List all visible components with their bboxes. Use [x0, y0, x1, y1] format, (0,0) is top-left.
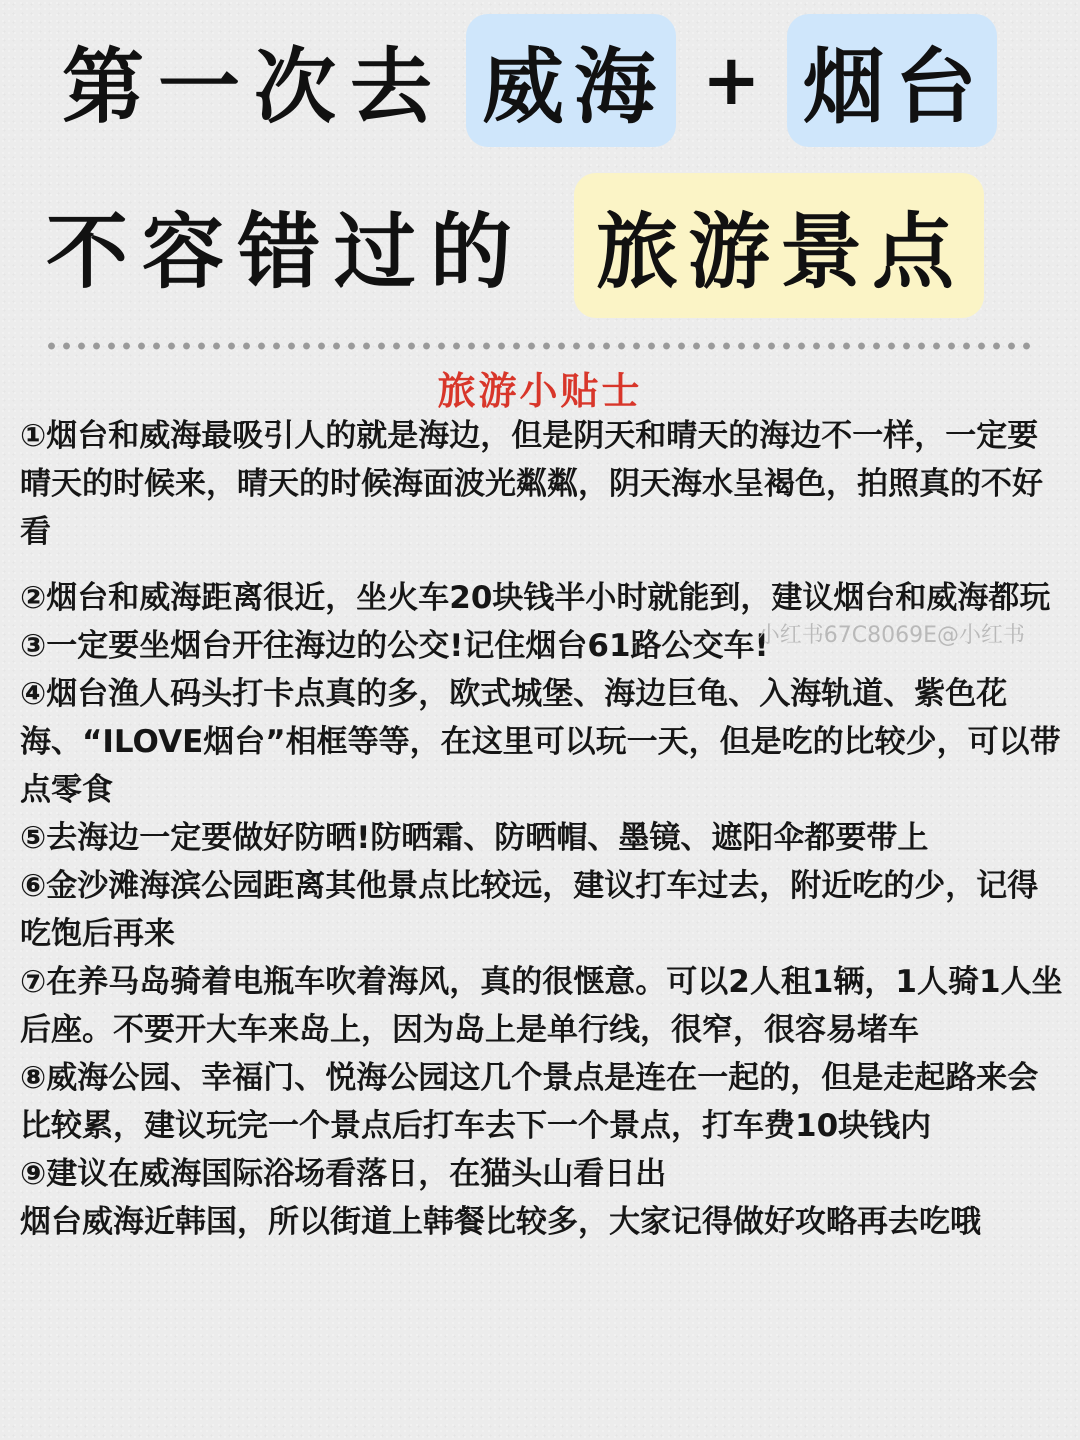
- tip-item-5: ⑤去海边一定要做好防晒!防晒霜、防晒帽、墨镜、遮阳伞都要带上: [20, 820, 929, 856]
- watermark: 小红书67C8069E@小红书: [757, 623, 1025, 648]
- title-line-1: [0, 20, 1080, 140]
- title-plus-sign: +: [702, 39, 761, 121]
- dotted-divider: [44, 340, 1034, 352]
- tips-list: [20, 412, 1065, 1246]
- tip-item-1: ①烟台和威海最吸引人的就是海边，但是阴天和晴天的海边不一样，一定要晴天的时候来，晴天的时候海面波光粼粼，阴天海水呈褐色，拍照真的不好看: [20, 418, 1043, 550]
- tip-item-7: ⑦在养马岛骑着电瓶车吹着海风，真的很惬意。可以2人租1辆，1人骑1人坐后座。不要开大车来岛上，因为岛上是单行线，很窄，很容易堵车: [20, 964, 1063, 1048]
- tip-item-2: ②烟台和威海距离很近，坐火车20块钱半小时就能到，建议烟台和威海都玩: [20, 580, 1051, 616]
- tip-item-6: ⑥金沙滩海滨公园距离其他景点比较远，建议打车过去，附近吃的少，记得吃饱后再来: [20, 868, 1039, 952]
- title-highlight-weihai: 威海: [466, 14, 676, 147]
- section-subtitle: 旅游小贴士: [437, 369, 643, 413]
- title-text-first-visit: 第一次去: [62, 39, 447, 135]
- title-highlight-attractions: 旅游景点: [574, 173, 984, 318]
- tip-item-8: ⑧威海公园、幸福门、悦海公园这几个景点是连在一起的，但是走起路来会比较累，建议玩完一个景点后打车去下一个景点，打车费10块钱内: [20, 1060, 1039, 1144]
- title-text-must-see: 不容错过的: [46, 205, 527, 300]
- tip-item-4: ④烟台渔人码头打卡点真的多，欧式城堡、海边巨龟、入海轨道、紫色花海、“ILOVE烟台”相框等等，在这里可以玩一天，但是吃的比较少，可以带点零食: [20, 676, 1061, 808]
- tip-item-9: ⑨建议在威海国际浴场看落日，在猫头山看日出: [20, 1156, 667, 1192]
- title-line-2: [0, 178, 1080, 313]
- tip-item-3: ③一定要坐烟台开往海边的公交!记住烟台61路公交车!: [20, 628, 769, 664]
- title-highlight-yantai: 烟台: [787, 14, 997, 147]
- tip-item-closing: 烟台威海近韩国，所以街道上韩餐比较多，大家记得做好攻略再去吃哦: [20, 1204, 981, 1240]
